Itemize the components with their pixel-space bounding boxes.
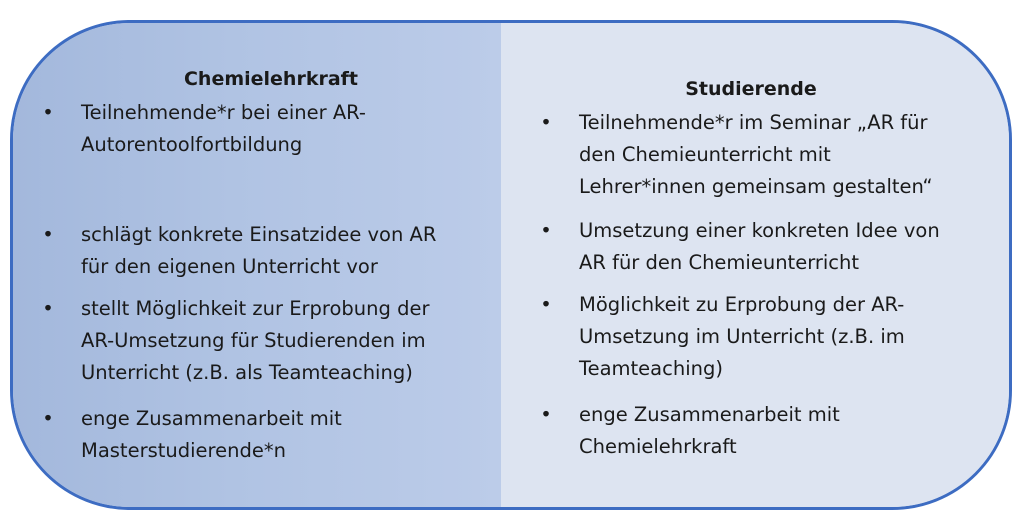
item-line: Autorentoolfortbildung: [81, 133, 303, 156]
item-line: Teilnehmende*r bei einer AR-: [81, 101, 366, 124]
chemistry-teacher-column: [13, 23, 501, 507]
item-line: schlägt konkrete Einsatzidee von AR: [81, 223, 437, 246]
item-line: Möglichkeit zu Erprobung der AR-: [579, 293, 905, 316]
column-heading-students: Studierende: [685, 78, 817, 100]
bullet-icon: •: [540, 293, 552, 316]
item-line: den Chemieunterricht mit: [579, 143, 831, 166]
item-line: stellt Möglichkeit zur Erprobung der: [81, 297, 430, 320]
item-line: Chemielehrkraft: [579, 435, 737, 458]
comparison-box: [10, 20, 1012, 510]
item-line: enge Zusammenarbeit mit: [81, 407, 342, 430]
item-line: Unterricht (z.B. als Teamteaching): [81, 361, 413, 384]
bullet-icon: •: [540, 219, 552, 242]
item-line: für den eigenen Unterricht vor: [81, 255, 378, 278]
item-line: Masterstudierende*n: [81, 439, 286, 462]
column-heading-teacher: Chemielehrkraft: [183, 68, 359, 90]
bullet-icon: •: [42, 101, 54, 124]
item-line: Umsetzung einer konkreten Idee von: [579, 219, 940, 242]
item-line: Teilnehmende*r im Seminar „AR für: [579, 111, 928, 134]
item-line: AR für den Chemieunterricht: [579, 251, 860, 274]
bullet-icon: •: [540, 403, 552, 426]
item-line: Lehrer*innen gemeinsam gestalten“: [579, 175, 933, 198]
bullet-icon: •: [42, 407, 54, 430]
bullet-icon: •: [42, 223, 54, 246]
item-line: Umsetzung im Unterricht (z.B. im: [579, 325, 905, 348]
item-line: enge Zusammenarbeit mit: [579, 403, 840, 426]
students-column: [501, 23, 1009, 507]
item-line: AR-Umsetzung für Studierenden im: [81, 329, 426, 352]
item-line: Teamteaching): [579, 357, 723, 380]
bullet-icon: •: [540, 111, 552, 134]
bullet-icon: •: [42, 297, 54, 320]
